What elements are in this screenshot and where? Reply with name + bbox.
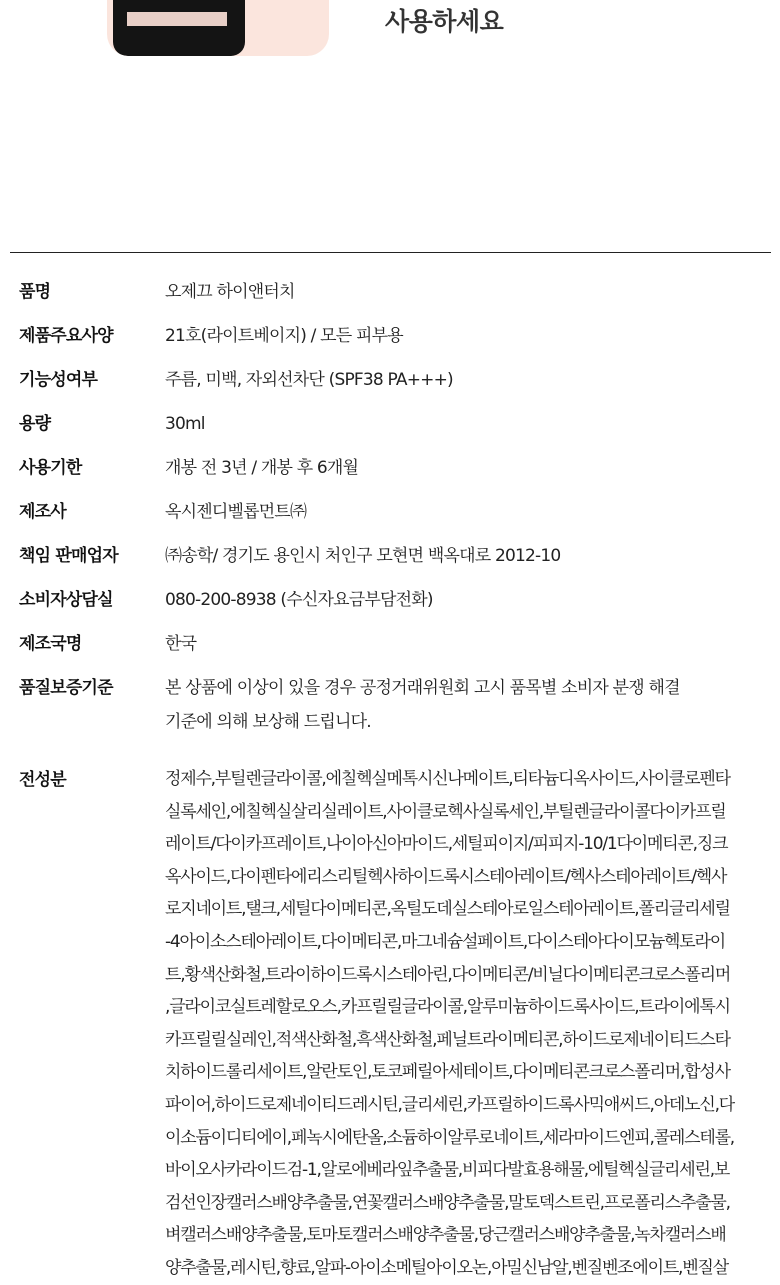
- spec-label: 제조국명: [19, 634, 82, 654]
- spec-value: 오제끄 하이앤터치: [165, 282, 295, 302]
- spec-label: 책임 판매업자: [19, 546, 118, 566]
- ingredient-line: 치하이드롤리세이트,알란토인,토코페릴아세테이트,다이메티콘크로스폴리머,합성사: [165, 1062, 730, 1083]
- spec-value: 21호(라이트베이지) / 모든 피부용: [165, 326, 403, 346]
- usage-text: 사용하세요: [385, 7, 504, 36]
- ingredients-list: [165, 763, 749, 1285]
- ingredient-line: 카프릴릴실레인,적색산화철,흑색산화철,페닐트라이메티콘,하이드로제네이티드스타: [165, 1029, 730, 1050]
- spec-label: 제조사: [19, 502, 66, 522]
- spec-label: 품명: [19, 282, 51, 302]
- spec-value: 옥시젠디벨롭먼트㈜: [165, 502, 307, 522]
- ingredient-line: ,글라이코실트레할로오스,카프릴릴글라이콜,알루미늄하이드록사이드,트라이에톡시: [165, 997, 730, 1018]
- ingredient-line: 양추출물,레시틴,향료,알파-아이소메틸아이오논,아밀신남알,벤질벤조에이트,벤질살: [165, 1257, 728, 1278]
- product-label: [127, 12, 227, 26]
- ingredient-line: 옥사이드,다이펜타에리스리틸헥사하이드록시스테아레이트/헥사스테아레이트/헥사: [165, 866, 727, 887]
- ingredient-line: 벼캘러스배양추출물,토마토캘러스배양추출물,당근캘러스배양추출물,녹차캘러스배: [165, 1225, 726, 1246]
- ingredient-line: 정제수,부틸렌글라이콜,에칠헥실메톡시신나메이트,티타늄디옥사이드,사이클로펜타: [165, 769, 730, 789]
- ingredient-line: 레이트/다이카프레이트,나이아신아마이드,세틸피이지/피피지-10/1다이메티콘,징크: [165, 834, 728, 855]
- ingredient-line: 바이오사카라이드검-1,알로에베라잎추출물,비피다발효용해물,에틸헥실글리세린,보: [165, 1160, 730, 1181]
- spec-value: 개봉 전 3년 / 개봉 후 6개월: [165, 458, 359, 478]
- spec-value: 30ml: [165, 414, 205, 434]
- spec-label: 품질보증기준: [19, 678, 113, 698]
- ingredient-line: 실록세인,에칠헥실살리실레이트,사이클로헥사실록세인,부틸렌글라이콜다이카프릴: [165, 801, 726, 822]
- ingredient-line: -4아이소스테아레이트,다이메티콘,마그네슘설페이트,다이스테아다이모늄헥토라이: [165, 931, 725, 952]
- ingredient-line: 트,황색산화철,트라이하이드록시스테아린,다이메티콘/비닐다이메티콘크로스폴리머: [165, 964, 731, 985]
- ingredient-line: 검선인장캘러스배양추출물,연꽃캘러스배양추출물,말토덱스트린,프로폴리스추출물,: [165, 1192, 730, 1213]
- product-tube: [113, 0, 245, 56]
- spec-value: 주름, 미백, 자외선차단 (SPF38 PA+++): [165, 370, 453, 390]
- section-divider: [10, 252, 771, 253]
- ingredient-line: 파이어,하이드로제네이티드레시틴,글리세린,카프릴하이드록사믹애씨드,아데노신,다: [165, 1094, 735, 1115]
- spec-value: [165, 671, 745, 739]
- ingredient-line: 이소듐이디티에이,페녹시에탄올,소듐하이알루로네이트,세라마이드엔피,콜레스테롤,: [165, 1127, 735, 1148]
- spec-label: 소비자상담실: [19, 590, 113, 610]
- hero-section: [0, 0, 780, 60]
- quality-line: 본 상품에 이상이 있을 경우 공정거래위원회 고시 품목별 소비자 분쟁 해결: [165, 678, 680, 698]
- spec-value: 한국: [165, 634, 197, 654]
- spec-value: ㈜송학/ 경기도 용인시 처인구 모현면 백옥대로 2012-10: [165, 546, 561, 566]
- spec-label: 기능성여부: [19, 370, 98, 390]
- quality-line: 기준에 의해 보상해 드립니다.: [165, 712, 371, 732]
- spec-label: 용량: [19, 414, 51, 434]
- spec-label: 사용기한: [19, 458, 82, 478]
- spec-label: 전성분: [19, 770, 66, 790]
- spec-label: 제품주요사양: [19, 326, 113, 346]
- ingredient-line: 로지네이트,탤크,세틸다이메티콘,옥틸도데실스테아로일스테아레이트,폴리글리세릴: [165, 899, 730, 920]
- spec-value: 080-200-8938 (수신자요금부담전화): [165, 590, 433, 610]
- product-image: [107, 0, 329, 56]
